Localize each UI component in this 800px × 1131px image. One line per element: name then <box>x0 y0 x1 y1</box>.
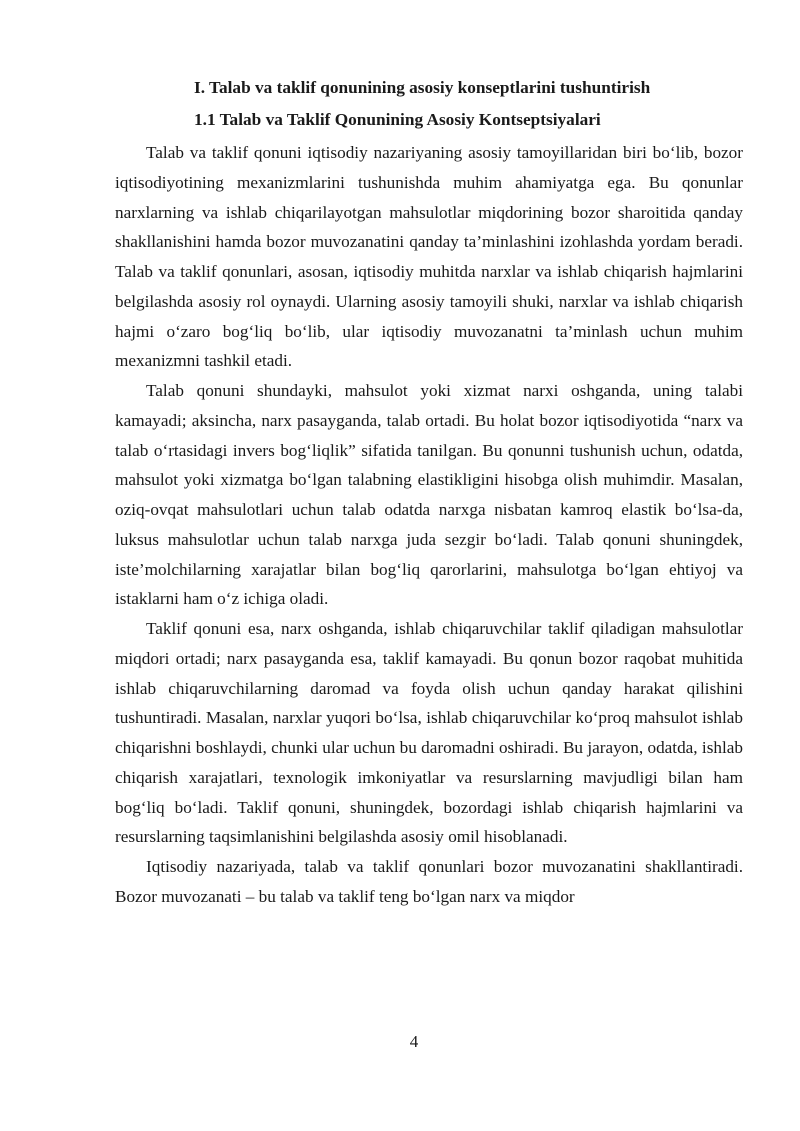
body-text <box>115 138 743 912</box>
paragraph-3: Taklif qonuni esa, narx oshganda, ishlab chiqaruvchilar taklif qiladigan mahsulotlar miqdori ortadi; narx pasayganda esa, taklif kamayadi. Bu qonun bozor raqobat muhitida ishlab chiqaruvchilarning daromad va foyda olish uchun qanday harakat qilishini tushuntiradi. Masalan, narxlar yuqori bo‘lsa, ishlab chiqaruvchilar ko‘proq mahsulot ishlab chiqarishni boshlaydi, chunki ular uchun bu daromadni oshiradi. Bu jarayon, odatda, ishlab chiqarish xarajatlari, texnologik imkoniyatlar va resurslarning mavjudligi bilan ham bog‘liq bo‘ladi. Taklif qonuni, shuningdek, bozordagi ishlab chiqarish hajmlarini va resurslarning taqsimlanishini belgilashda asosiy omil hisoblanadi. <box>115 619 743 847</box>
section-heading: I. Talab va taklif qonunining asosiy konseptlarini tushuntirish <box>194 78 651 97</box>
paragraph-2: Talab qonuni shundayki, mahsulot yoki xizmat narxi oshganda, uning talabi kamayadi; aksincha, narx pasayganda, talab ortadi. Bu holat bozor iqtisodiyotida “narx va talab o‘rtasidagi invers bog‘liqlik” sifatida tanilgan. Bu qonunni tushunish uchun, odatda, mahsulot yoki xizmatga bo‘lgan talabning elastikligini hisobga olish muhimdir. Masalan, oziq-ovqat mahsulotlari uchun talab odatda narxga nisbatan kamroq elastik bo‘lsa-da, luksus mahsulotlar uchun talab narxga juda sezgir bo‘ladi. Talab qonuni shuningdek, iste’molchilarning xarajatlar bilan bog‘liq qarorlarini, mahsulotga bo‘lgan ehtiyoj va istaklarni ham o‘z ichiga oladi. <box>115 381 743 609</box>
subsection-heading: 1.1 Talab va Taklif Qonunining Asosiy Kontseptsiyalari <box>194 110 601 129</box>
paragraph-4: Iqtisodiy nazariyada, talab va taklif qonunlari bozor muvozanatini shakllantiradi. Bozor muvozanati – bu talab va taklif teng bo‘lgan narx va miqdor <box>115 857 743 906</box>
paragraph-1: Talab va taklif qonuni iqtisodiy nazariyaning asosiy tamoyillaridan biri bo‘lib, bozor iqtisodiyotining mexanizmlarini tushunishda muhim ahamiyatga ega. Bu qonunlar narxlarning va ishlab chiqarilayotgan mahsulotlar miqdorining bozor sharoitida qanday shakllanishini hamda bozor muvozanatini qanday ta’minlashini izohlashda yordam beradi. Talab va taklif qonunlari, asosan, iqtisodiy muhitda narxlar va ishlab chiqarish hajmlarini belgilashda asosiy rol oynaydi. Ularning asosiy tamoyili shuki, narxlar va ishlab chiqarish hajmi o‘zaro bog‘liq bo‘lib, ular iqtisodiy muvozanatni ta’minlash uchun muhim mexanizmni tashkil etadi. <box>115 143 743 371</box>
page-number: 4 <box>409 1032 419 1051</box>
